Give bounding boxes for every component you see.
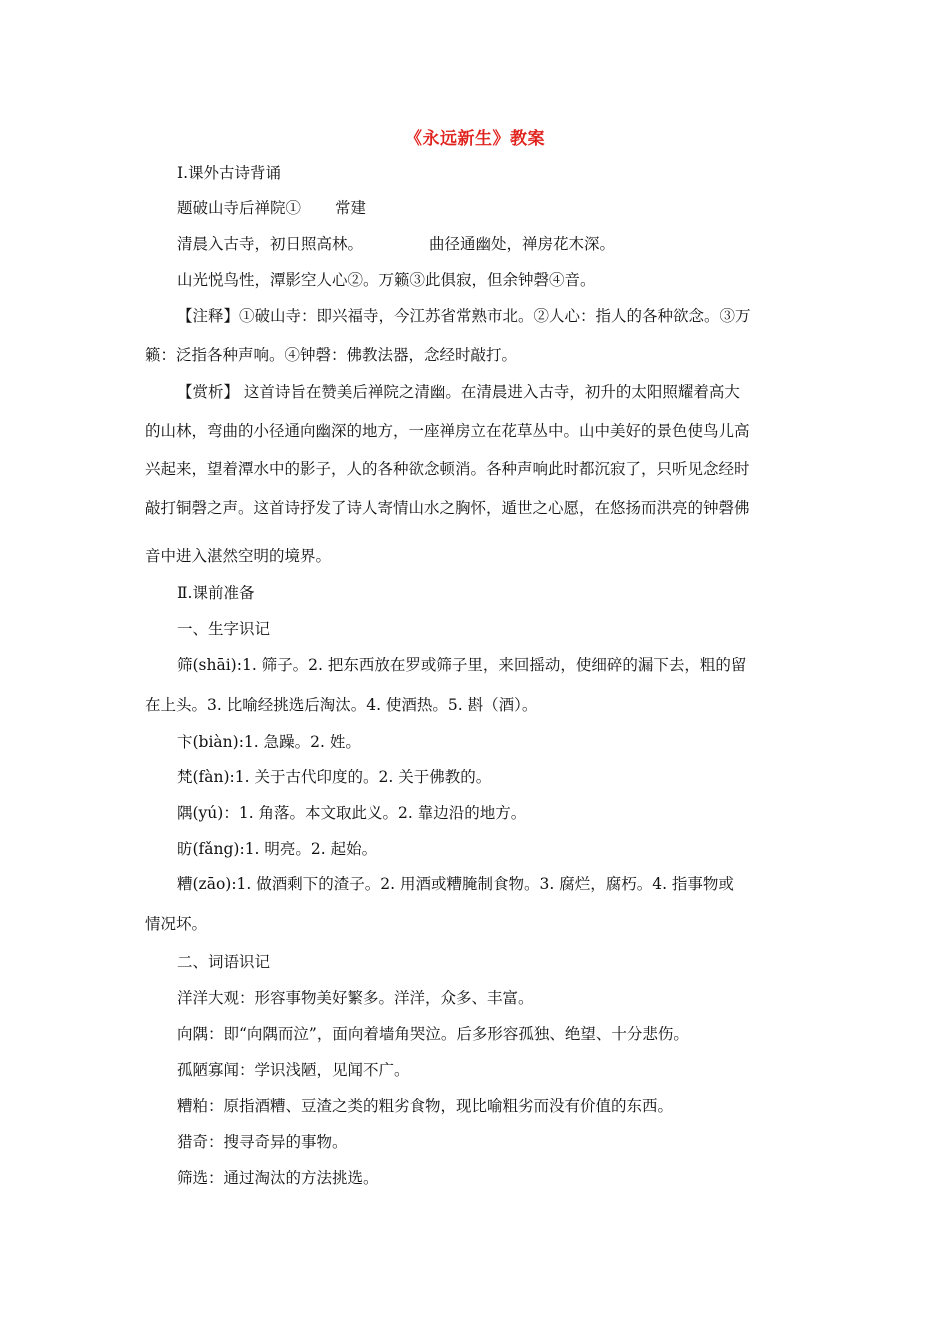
page-title: 《永远新生》教案 bbox=[405, 129, 545, 149]
poem-line-1a: 清晨入古寺，初日照高林。 bbox=[177, 235, 364, 253]
char-entry-zao-2: 情况坏。 bbox=[145, 915, 208, 933]
vocab-entry-2: 向隅：即“向隅而泣”，面向着墙角哭泣。后多形容孤独、绝望、十分悲伤。 bbox=[177, 1025, 689, 1043]
subheading-vocabulary: 二、词语识记 bbox=[177, 953, 271, 971]
char-entry-bian: 卞(biàn):1. 急躁。2. 姓。 bbox=[177, 733, 361, 751]
notes-line-2: 籁：泛指各种声响。④钟磬：佛教法器，念经时敲打。 bbox=[145, 346, 518, 364]
vocab-entry-5: 猎奇：搜寻奇异的事物。 bbox=[177, 1133, 348, 1151]
section-heading-1: Ⅰ.课外古诗背诵 bbox=[177, 164, 282, 182]
vocab-entry-6: 筛选：通过淘汰的方法挑选。 bbox=[177, 1169, 379, 1187]
poem-author: 常建 bbox=[335, 199, 367, 217]
notes-line-1: 【注释】①破山寺：即兴福寺，今江苏省常熟市北。②人心：指人的各种欲念。③万 bbox=[177, 307, 751, 325]
vocab-entry-1: 洋洋大观：形容事物美好繁多。洋洋，众多、丰富。 bbox=[177, 989, 534, 1007]
char-entry-yu: 隅(yú)：1. 角落。本文取此义。2. 靠边沿的地方。 bbox=[177, 804, 527, 822]
char-entry-zao-1: 糟(zāo):1. 做酒剩下的渣子。2. 用酒或糟腌制食物。3. 腐烂，腐朽。4. 指事物或 bbox=[177, 875, 734, 893]
appreciation-line-4: 敲打铜磬之声。这首诗抒发了诗人寄情山水之胸怀，遁世之心愿，在悠扬而洪亮的钟磬佛 bbox=[145, 499, 750, 517]
char-entry-fang: 昉(fǎng):1. 明亮。2. 起始。 bbox=[177, 840, 378, 858]
poem-line-2: 山光悦鸟性，潭影空人心②。万籁③此俱寂，但余钟磬④音。 bbox=[177, 271, 596, 289]
subheading-characters: 一、生字识记 bbox=[177, 620, 271, 638]
poem-heading bbox=[177, 198, 366, 218]
char-entry-shai-1: 筛(shāi):1. 筛子。2. 把东西放在罗或筛子里，来回摇动，使细碎的漏下去，粗的留 bbox=[177, 656, 747, 674]
appreciation-line-5: 音中进入湛然空明的境界。 bbox=[145, 547, 332, 565]
poem-title: 题破山寺后禅院① bbox=[177, 199, 302, 217]
appreciation-line-2: 的山林，弯曲的小径通向幽深的地方，一座禅房立在花草丛中。山中美好的景色使鸟儿高 bbox=[145, 422, 750, 440]
section-heading-2: Ⅱ.课前准备 bbox=[177, 584, 255, 602]
char-entry-shai-2: 在上头。3. 比喻经挑选后淘汰。4. 使酒热。5. 斟（酒）。 bbox=[145, 696, 538, 714]
vocab-entry-4: 糟粕：原指酒糟、豆渣之类的粗劣食物，现比喻粗劣而没有价值的东西。 bbox=[177, 1097, 674, 1115]
appreciation-line-3: 兴起来，望着潭水中的影子，人的各种欲念顿消。各种声响此时都沉寂了，只听见念经时 bbox=[145, 460, 750, 478]
vocab-entry-3: 孤陋寡闻：学识浅陋，见闻不广。 bbox=[177, 1061, 410, 1079]
appreciation-line-1: 【赏析】 这首诗旨在赞美后禅院之清幽。在清晨进入古寺，初升的太阳照耀着高大 bbox=[177, 383, 740, 401]
char-entry-fan: 梵(fàn):1. 关于古代印度的。2. 关于佛教的。 bbox=[177, 768, 492, 786]
poem-line-1b: 曲径通幽处，禅房花木深。 bbox=[429, 235, 616, 253]
poem-line-1 bbox=[177, 234, 615, 254]
